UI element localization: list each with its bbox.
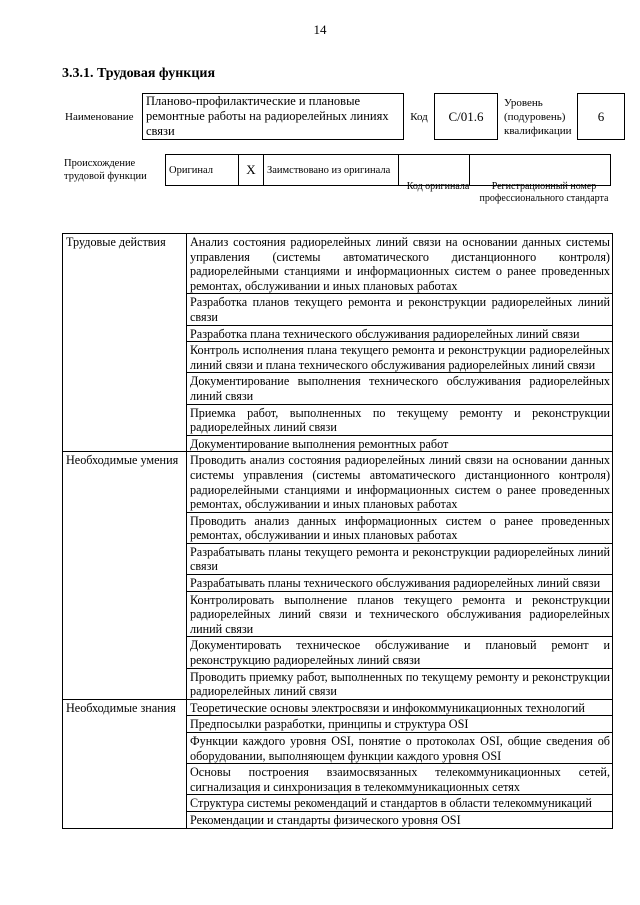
item-cell: Проводить анализ данных информационных систем о ранее проведенных ремонтах, обслуживании и иных плановых работах bbox=[187, 512, 613, 543]
table-row bbox=[63, 575, 613, 592]
category-cell bbox=[63, 512, 187, 543]
item-cell: Основы построения взаимосвязанных телекоммуникационных сетей, сигнализация и синхронизация в телекоммуникационных сетях bbox=[187, 764, 613, 795]
table-row bbox=[63, 699, 613, 716]
category-cell bbox=[63, 373, 187, 404]
name-value: Планово-профилактические и плановые ремонтные работы на радиорелейных линиях связи bbox=[143, 94, 404, 140]
table-row bbox=[63, 668, 613, 699]
item-cell: Теоретические основы электросвязи и инфокоммуникационных технологий bbox=[187, 699, 613, 716]
item-cell: Разработка плана технического обслуживания радиорелейных линий связи bbox=[187, 325, 613, 342]
table-row bbox=[63, 637, 613, 668]
category-cell: Необходимые умения bbox=[63, 452, 187, 512]
table-row bbox=[63, 325, 613, 342]
category-cell bbox=[63, 591, 187, 637]
category-cell: Трудовые действия bbox=[63, 234, 187, 294]
code-label: Код bbox=[410, 110, 428, 123]
category-cell bbox=[63, 543, 187, 574]
item-cell: Разрабатывать планы текущего ремонта и реконструкции радиорелейных линий связи bbox=[187, 543, 613, 574]
category-cell bbox=[63, 637, 187, 668]
item-cell: Предпосылки разработки, принципы и структура OSI bbox=[187, 716, 613, 733]
item-cell: Анализ состояния радиорелейных линий связи на основании данных системы управления (системы автоматического дистанционного контроля) радиорелейными станциями и информационных систем о ранее проведенных ремонтах, обслуживании и иных плановых работах bbox=[187, 234, 613, 294]
original-label: Оригинал bbox=[166, 155, 239, 186]
table-row bbox=[63, 764, 613, 795]
category-cell bbox=[63, 795, 187, 812]
table-row bbox=[63, 591, 613, 637]
item-cell: Проводить анализ состояния радиорелейных линий связи на основании данных системы управления (системы автоматического дистанционного контроля) радиорелейными станциями и информационных систем о ранее проведенных ремонтах, обслуживании и иных плановых работах bbox=[187, 452, 613, 512]
caption-reg-number: Регистрационный номер профессионального стандарта bbox=[479, 181, 609, 204]
item-cell: Документировать техническое обслуживание и плановый ремонт и реконструкцию радиорелейных линий связи bbox=[187, 637, 613, 668]
code-value: C/01.6 bbox=[435, 94, 498, 140]
category-cell bbox=[63, 811, 187, 828]
table-row bbox=[63, 811, 613, 828]
table-row bbox=[63, 543, 613, 574]
table-row bbox=[63, 342, 613, 373]
table-row bbox=[63, 404, 613, 435]
level-value: 6 bbox=[578, 94, 625, 140]
category-cell bbox=[63, 435, 187, 452]
category-cell bbox=[63, 733, 187, 764]
function-details-table bbox=[62, 233, 613, 829]
item-cell: Контроль исполнения плана текущего ремонта и реконструкции радиорелейных линий связи и плана технического обслуживания радиорелейных линий связи bbox=[187, 342, 613, 373]
category-cell bbox=[63, 342, 187, 373]
item-cell: Функции каждого уровня OSI, понятие о протоколах OSI, общие сведения об оборудовании, выполняющем функции каждого уровня OSI bbox=[187, 733, 613, 764]
item-cell: Проводить приемку работ, выполненных по текущему ремонту и реконструкции радиорелейных линий связи bbox=[187, 668, 613, 699]
item-cell: Разработка планов текущего ремонта и реконструкции радиорелейных линий связи bbox=[187, 294, 613, 325]
section-title: 3.3.1. Трудовая функция bbox=[62, 66, 216, 81]
category-cell bbox=[63, 325, 187, 342]
table-row bbox=[63, 716, 613, 733]
table-row bbox=[63, 795, 613, 812]
category-cell: Необходимые знания bbox=[63, 699, 187, 716]
table-row bbox=[63, 435, 613, 452]
table-row bbox=[63, 234, 613, 294]
table-row bbox=[63, 512, 613, 543]
page-number: 14 bbox=[313, 22, 327, 37]
category-cell bbox=[63, 404, 187, 435]
origin-label: Происхождение трудовой функции bbox=[64, 158, 147, 182]
table-row bbox=[63, 452, 613, 512]
function-header-table bbox=[62, 93, 625, 140]
category-cell bbox=[63, 575, 187, 592]
category-cell bbox=[63, 716, 187, 733]
item-cell: Рекомендации и стандарты физического уровня OSI bbox=[187, 811, 613, 828]
name-label: Наименование bbox=[65, 110, 134, 123]
table-row bbox=[63, 733, 613, 764]
table-row bbox=[63, 294, 613, 325]
table-row bbox=[63, 373, 613, 404]
item-cell: Приемка работ, выполненных по текущему ремонту и реконструкции радиорелейных линий связи bbox=[187, 404, 613, 435]
item-cell: Документирование выполнения технического обслуживания радиорелейных линий связи bbox=[187, 373, 613, 404]
borrowed-label: Заимствовано из оригинала bbox=[264, 155, 399, 186]
item-cell: Документирование выполнения ремонтных работ bbox=[187, 435, 613, 452]
category-cell bbox=[63, 668, 187, 699]
level-label: Уровень (подуровень) квалификации bbox=[504, 96, 572, 137]
item-cell: Структура системы рекомендаций и стандартов в области телекоммуникаций bbox=[187, 795, 613, 812]
original-mark: X bbox=[239, 155, 264, 186]
caption-code-original: Код оригинала bbox=[406, 181, 470, 192]
category-cell bbox=[63, 764, 187, 795]
item-cell: Разрабатывать планы технического обслуживания радиорелейных линий связи bbox=[187, 575, 613, 592]
category-cell bbox=[63, 294, 187, 325]
item-cell: Контролировать выполнение планов текущего ремонта и реконструкции радиорелейных линий связи и технического обслуживания радиорелейных линий связи bbox=[187, 591, 613, 637]
